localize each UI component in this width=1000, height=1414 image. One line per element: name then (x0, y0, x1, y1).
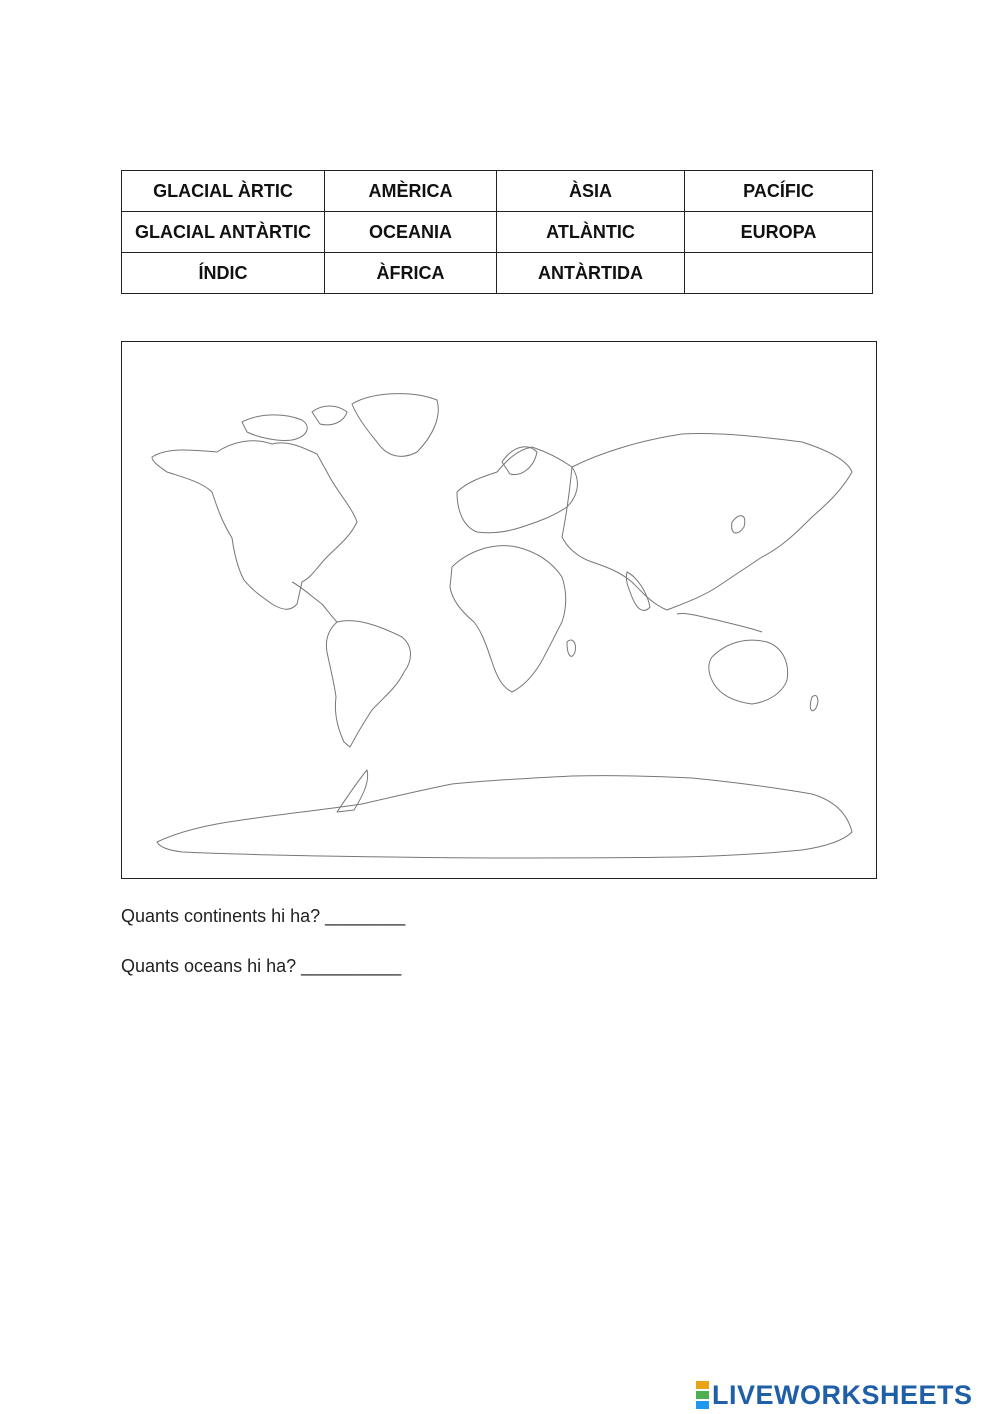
word-bank-cell: ATLÀNTIC (497, 212, 685, 253)
europe-outline (457, 447, 577, 533)
word-bank-row (122, 171, 873, 212)
greenland-outline (352, 394, 438, 457)
africa-outline (450, 546, 566, 692)
india-outline (626, 572, 650, 610)
word-bank-table (121, 170, 873, 294)
word-bank-cell: GLACIAL ÀRTIC (122, 171, 325, 212)
word-bank-cell: ANTÀRTIDA (497, 253, 685, 294)
world-outline-map-icon (122, 342, 876, 878)
word-bank-cell: GLACIAL ANTÀRTIC (122, 212, 325, 253)
japan-outline (732, 516, 745, 533)
word-bank-row (122, 212, 873, 253)
brand-mark-icon (696, 1380, 709, 1410)
brand-name: LIVEWORKSHEETS (712, 1379, 973, 1410)
word-bank-cell: ÀSIA (497, 171, 685, 212)
question-oceans: Quants oceans hi ha? __________ (121, 956, 402, 976)
north-america-outline (152, 441, 357, 610)
liveworksheets-logo (696, 1378, 973, 1412)
word-bank-cell: AMÈRICA (325, 171, 497, 212)
word-bank-cell: ÀFRICA (325, 253, 497, 294)
new-zealand-outline (810, 695, 818, 710)
word-bank-cell-empty (685, 253, 873, 294)
word-bank-cell: PACÍFIC (685, 171, 873, 212)
word-bank-cell: OCEANIA (325, 212, 497, 253)
world-map (121, 341, 877, 879)
indonesia-outline (677, 614, 762, 632)
word-bank-cell: EUROPA (685, 212, 873, 253)
asia-outline (562, 434, 852, 610)
antarctica-outline (157, 776, 852, 858)
south-america-outline (326, 621, 410, 747)
central-america-outline (292, 582, 337, 622)
word-bank-cell: ÍNDIC (122, 253, 325, 294)
question-continents: Quants continents hi ha? ________ (121, 906, 406, 926)
word-bank-row (122, 253, 873, 294)
australia-outline (709, 640, 788, 704)
madagascar-outline (567, 640, 575, 656)
canada-islands-outline (242, 406, 347, 440)
